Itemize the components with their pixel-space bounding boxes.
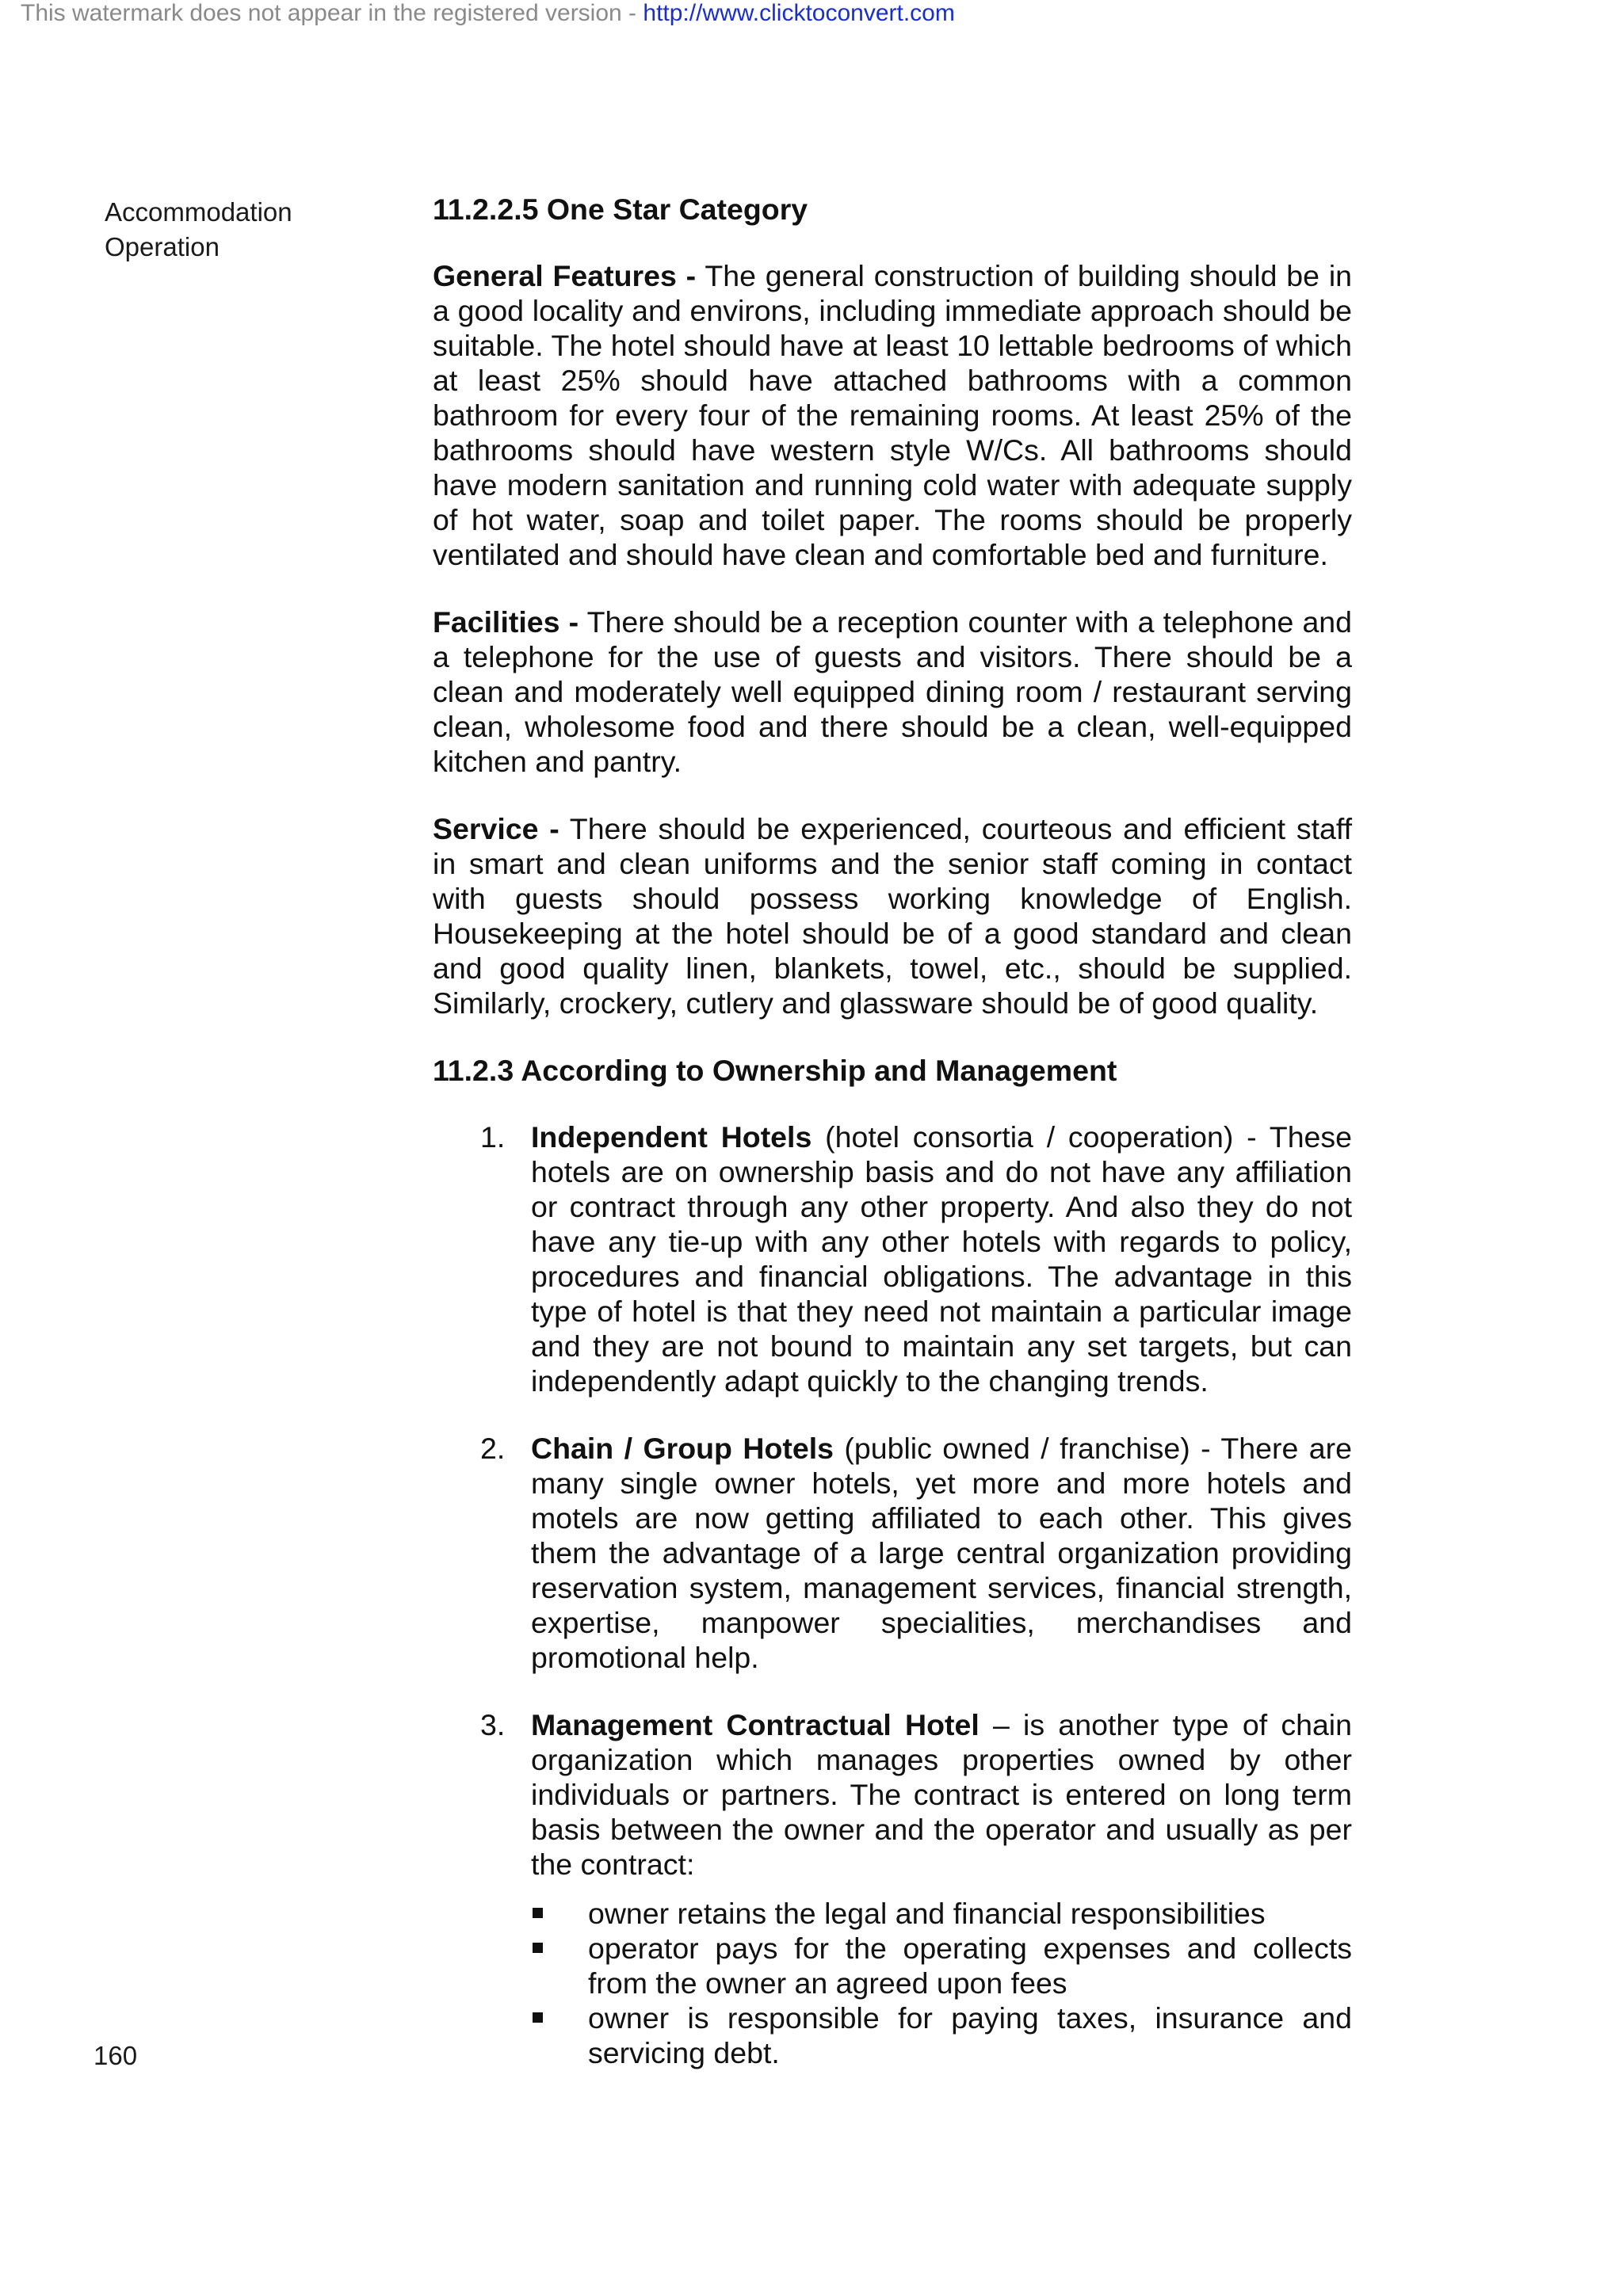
list-item-title: Independent Hotels: [531, 1120, 812, 1154]
facilities-paragraph: [433, 605, 1352, 779]
service-paragraph: [433, 811, 1352, 1020]
general-features-text: The general construction of building should be in a good locality and environs, including immediate approach should be suitable. The hotel should have at least 10 lettable bedrooms of which at least 25% should have attached bathrooms with a common bathroom for every four of the remaining rooms. At least 25% of the bathrooms should have western style W/Cs. All bathrooms should have modern sanitation and running cold water with adequate supply of hot water, soap and toilet paper. The rooms should be properly ventilated and should have clean and comfortable bed and furniture.: [433, 259, 1353, 571]
list-item-text: – is another type of chain organization which manages properties owned by other individuals or partners. The contract is entered on long term basis between the owner and the operator and usually as per the contract:: [531, 1708, 1352, 1881]
list-item-title: Management Contractual Hotel: [531, 1708, 980, 1741]
list-item: [433, 1707, 1352, 1882]
list-item: [433, 1119, 1352, 1398]
square-bullet-icon: [533, 1908, 543, 1918]
bullet-text: owner retains the legal and financial responsibilities: [588, 1897, 1266, 1930]
facilities-text: There should be a reception counter with a telephone and a telephone for the use of guests and visitors. There should be a clean and moderately well equipped dining room / restaurant serving clean, wholesome food and there should be a clean, well-equipped kitchen and pantry.: [433, 605, 1353, 778]
sidebar-line-2: Operation: [105, 232, 220, 261]
square-bullet-icon: [533, 1943, 543, 1953]
facilities-label: Facilities -: [433, 605, 579, 639]
main-content: [433, 192, 1352, 2070]
general-features-paragraph: [433, 258, 1352, 572]
bullet-item: [433, 2000, 1352, 2070]
list-item: [433, 1431, 1352, 1675]
list-item-number: 3.: [480, 1708, 506, 1741]
watermark: [21, 0, 955, 27]
sidebar-section-label: [105, 195, 342, 265]
ownership-list: [433, 1119, 1352, 1882]
watermark-text: This watermark does not appear in the registered version -: [21, 0, 643, 26]
list-item-number: 1.: [480, 1120, 506, 1154]
list-item-text: (public owned / franchise) - There are many single owner hotels, yet more and more hotels and motels are now getting affiliated to each other. This gives them the advantage of a large central organization providing reservation system, management services, financial strength, expertise, manpower specialities, merchandises and promotional help.: [531, 1432, 1352, 1674]
service-label: Service -: [433, 812, 559, 845]
bullet-item: [433, 1931, 1352, 2000]
bullet-text: operator pays for the operating expenses and collects from the owner an agreed upon fees: [588, 1932, 1352, 2000]
list-item-number: 2.: [480, 1432, 506, 1465]
ownership-heading: 11.2.3 According to Ownership and Management: [433, 1054, 1117, 1087]
general-features-label: General Features -: [433, 259, 697, 292]
sidebar-line-1: Accommodation: [105, 197, 292, 227]
contract-bullet-list: [433, 1896, 1352, 2070]
list-item-text: (hotel consortia / cooperation) - These hotels are on ownership basis and do not have any affiliation or contract through any other property. And also they do not have any tie-up with any other hotels with regards to policy, procedures and financial obligations. The advantage in this type of hotel is that they need not maintain a particular image and they are not bound to maintain any set targets, but can independently adapt quickly to the changing trends.: [531, 1120, 1353, 1398]
bullet-text: owner is responsible for paying taxes, insurance and servicing debt.: [588, 2001, 1352, 2069]
square-bullet-icon: [533, 2012, 543, 2023]
service-text: There should be experienced, courteous and efficient staff in smart and clean uniforms and the senior staff coming in contact with guests should possess working knowledge of English. Housekeeping at the hotel should be of a good standard and clean and good quality linen, blankets, towel, etc., should be supplied. Similarly, crockery, cutlery and glassware should be of good quality.: [433, 812, 1352, 1020]
watermark-link[interactable]: http://www.clicktoconvert.com: [643, 0, 955, 26]
page-number: 160: [94, 2041, 138, 2070]
one-star-heading: 11.2.2.5 One Star Category: [433, 193, 808, 226]
list-item-title: Chain / Group Hotels: [531, 1432, 834, 1465]
bullet-item: [433, 1896, 1352, 1931]
